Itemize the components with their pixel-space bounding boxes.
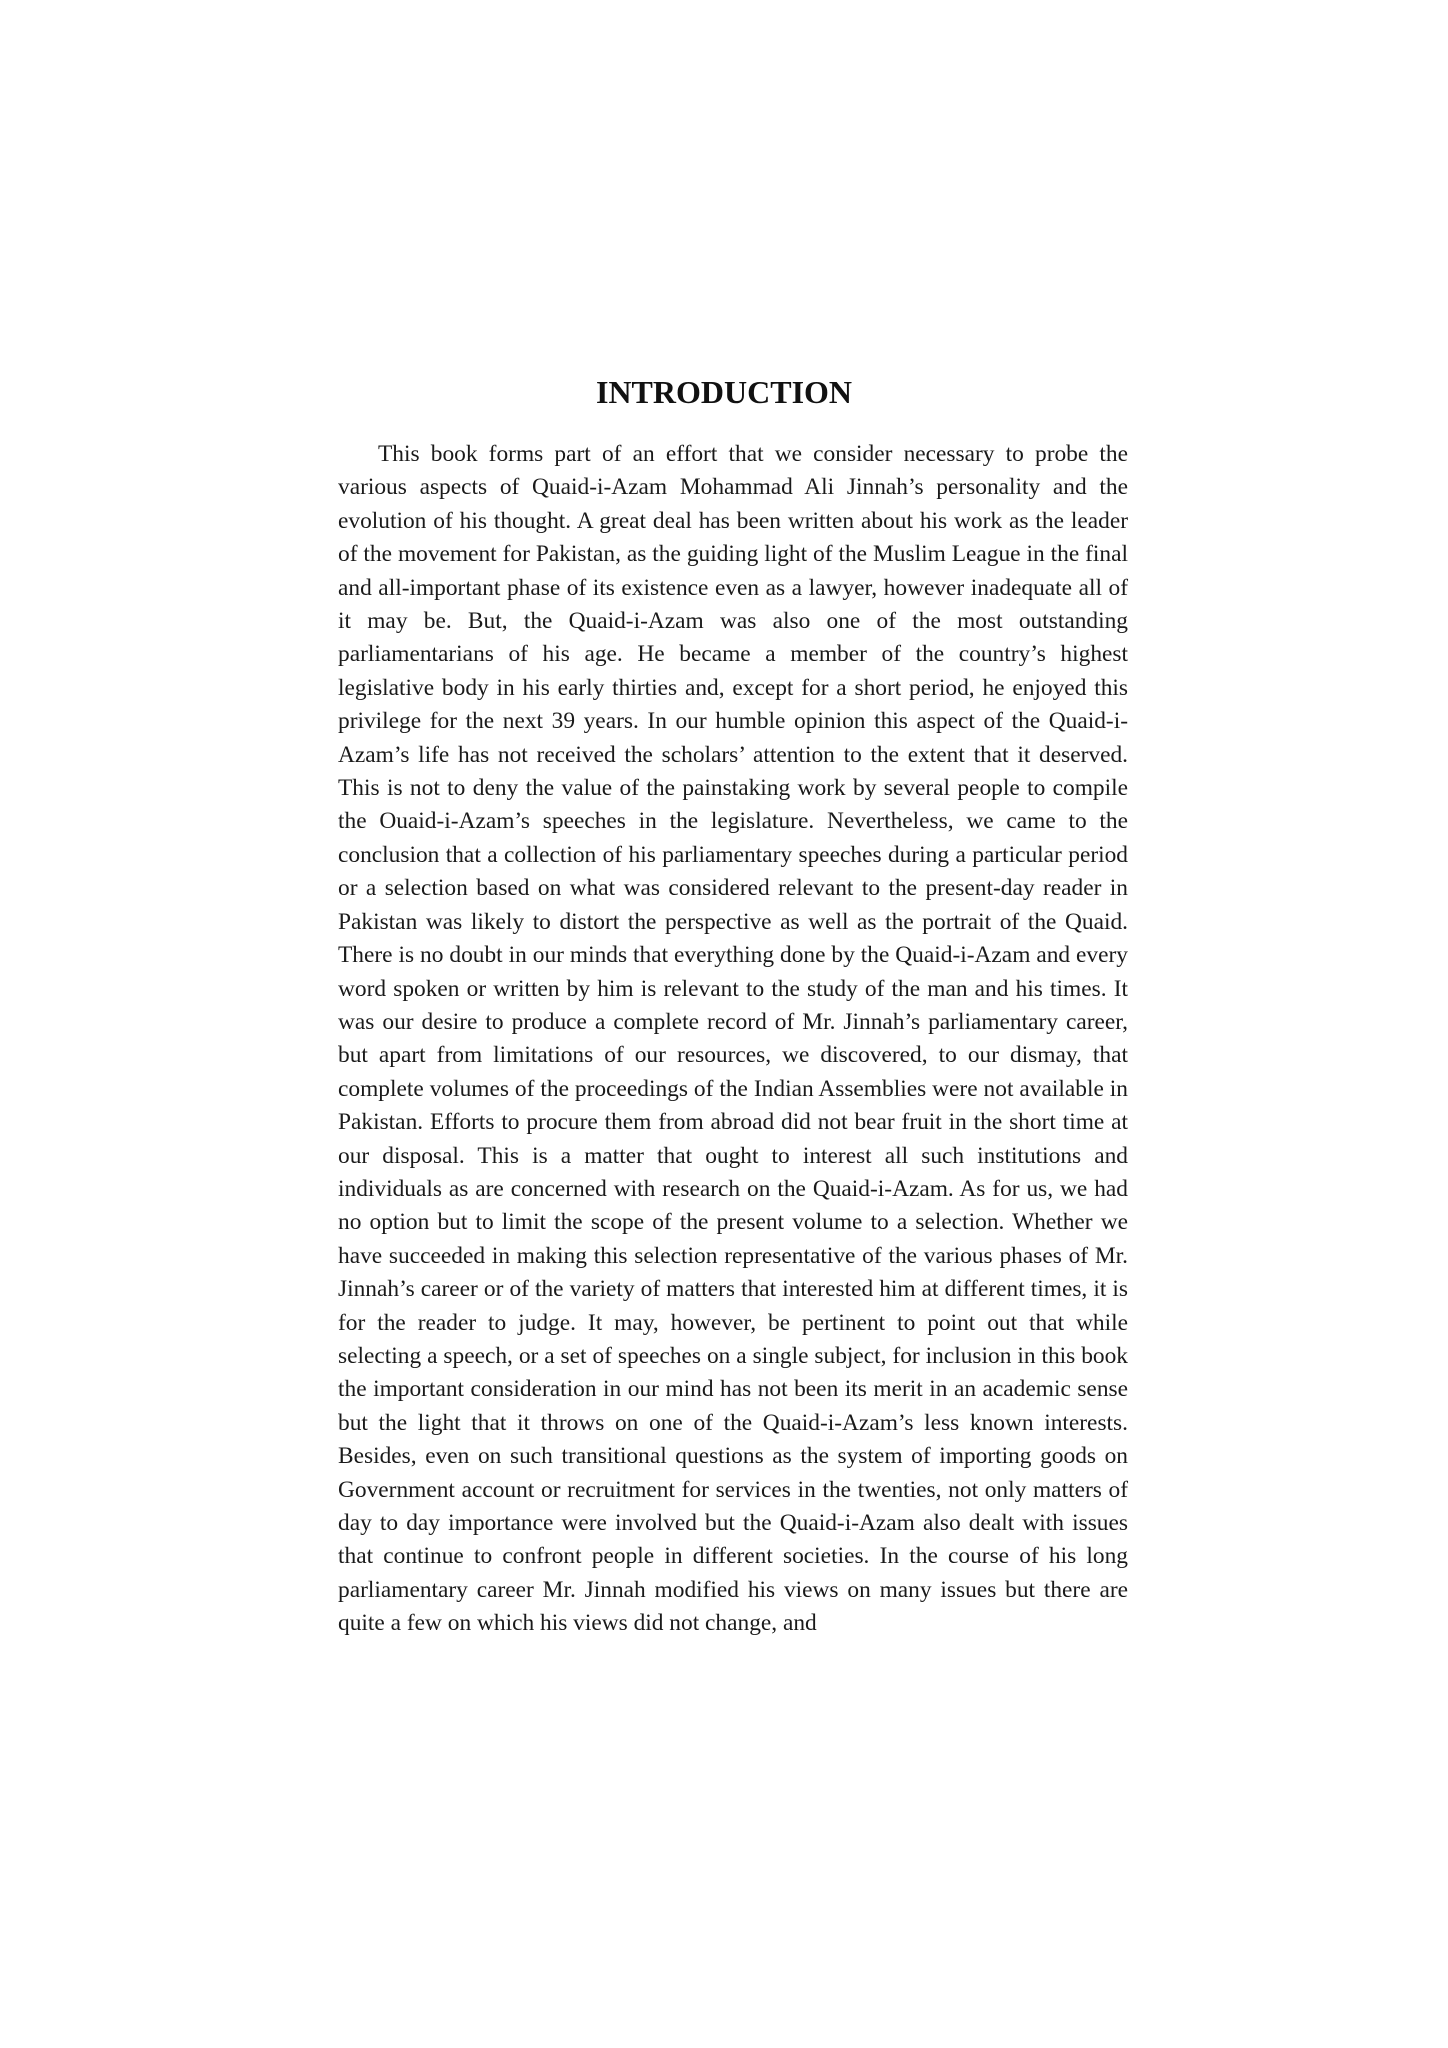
page-title: INTRODUCTION — [595, 374, 853, 410]
body-paragraph: This book forms part of an effort that we consider necessary to probe the various aspects of Quaid-i-Azam Mohammad Ali Jinnah’s personality and the evolution of his thought. A great deal has been written about his work as the leader of the movement for Pakistan, as the guiding light of the Muslim League in the final and all-important phase of its existence even as a lawyer, however inadequate all of it may be. But, the Quaid-i-Azam was also one of the most outstanding parliamentarians of his age. He became a member of the country’s highest legislative body in his early thirties and, except for a short period, he enjoyed this privilege for the next 39 years. In our humble opinion this aspect of the Quaid-i-Azam’s life has not received the scholars’ attention to the extent that it deserved. This is not to deny the value of the painstaking work by several people to compile the Ouaid-i-Azam’s speeches in the legislature. Nevertheless, we came to the conclusion that a collection of his parliamentary speeches during a particular period or a selection based on what was considered relevant to the present-day reader in Pakistan was likely to distort the perspective as well as the portrait of the Quaid. There is no doubt in our minds that everything done by the Quaid-i-Azam and every word spoken or written by him is relevant to the study of the man and his times. It was our desire to produce a complete record of Mr. Jinnah’s parliamentary career, but apart from limitations of our resources, we discovered, to our dismay, that complete volumes of the proceedings of the Indian Assemblies were not available in Pakistan. Efforts to procure them from abroad did not bear fruit in the short time at our disposal. This is a matter that ought to interest all such institutions and individuals as are concerned with research on the Quaid-i-Azam. As for us, we had no option but to limit the scope of the present volume to a selection. Whether we have succeeded in making this selection representative of the various phases of Mr. Jinnah’s career or of the variety of matters that interested him at different times, it is for the reader to judge. It may, however, be pertinent to point out that while selecting a speech, or a set of speeches on a single subject, for inclusion in this book the important consideration in our mind has not been its merit in an academic sense but the light that it throws on one of the Quaid-i-Azam’s less known interests. Besides, even on such transitional questions as the system of importing goods on Government account or recruitment for services in the twenties, not only matters of day to day importance were involved but the Quaid-i-Azam also dealt with issues that continue to confront people in different societies. In the course of his long parliamentary career Mr. Jinnah modified his views on many issues but there are quite a few on which his views did not change, and — [338, 441, 1128, 1637]
